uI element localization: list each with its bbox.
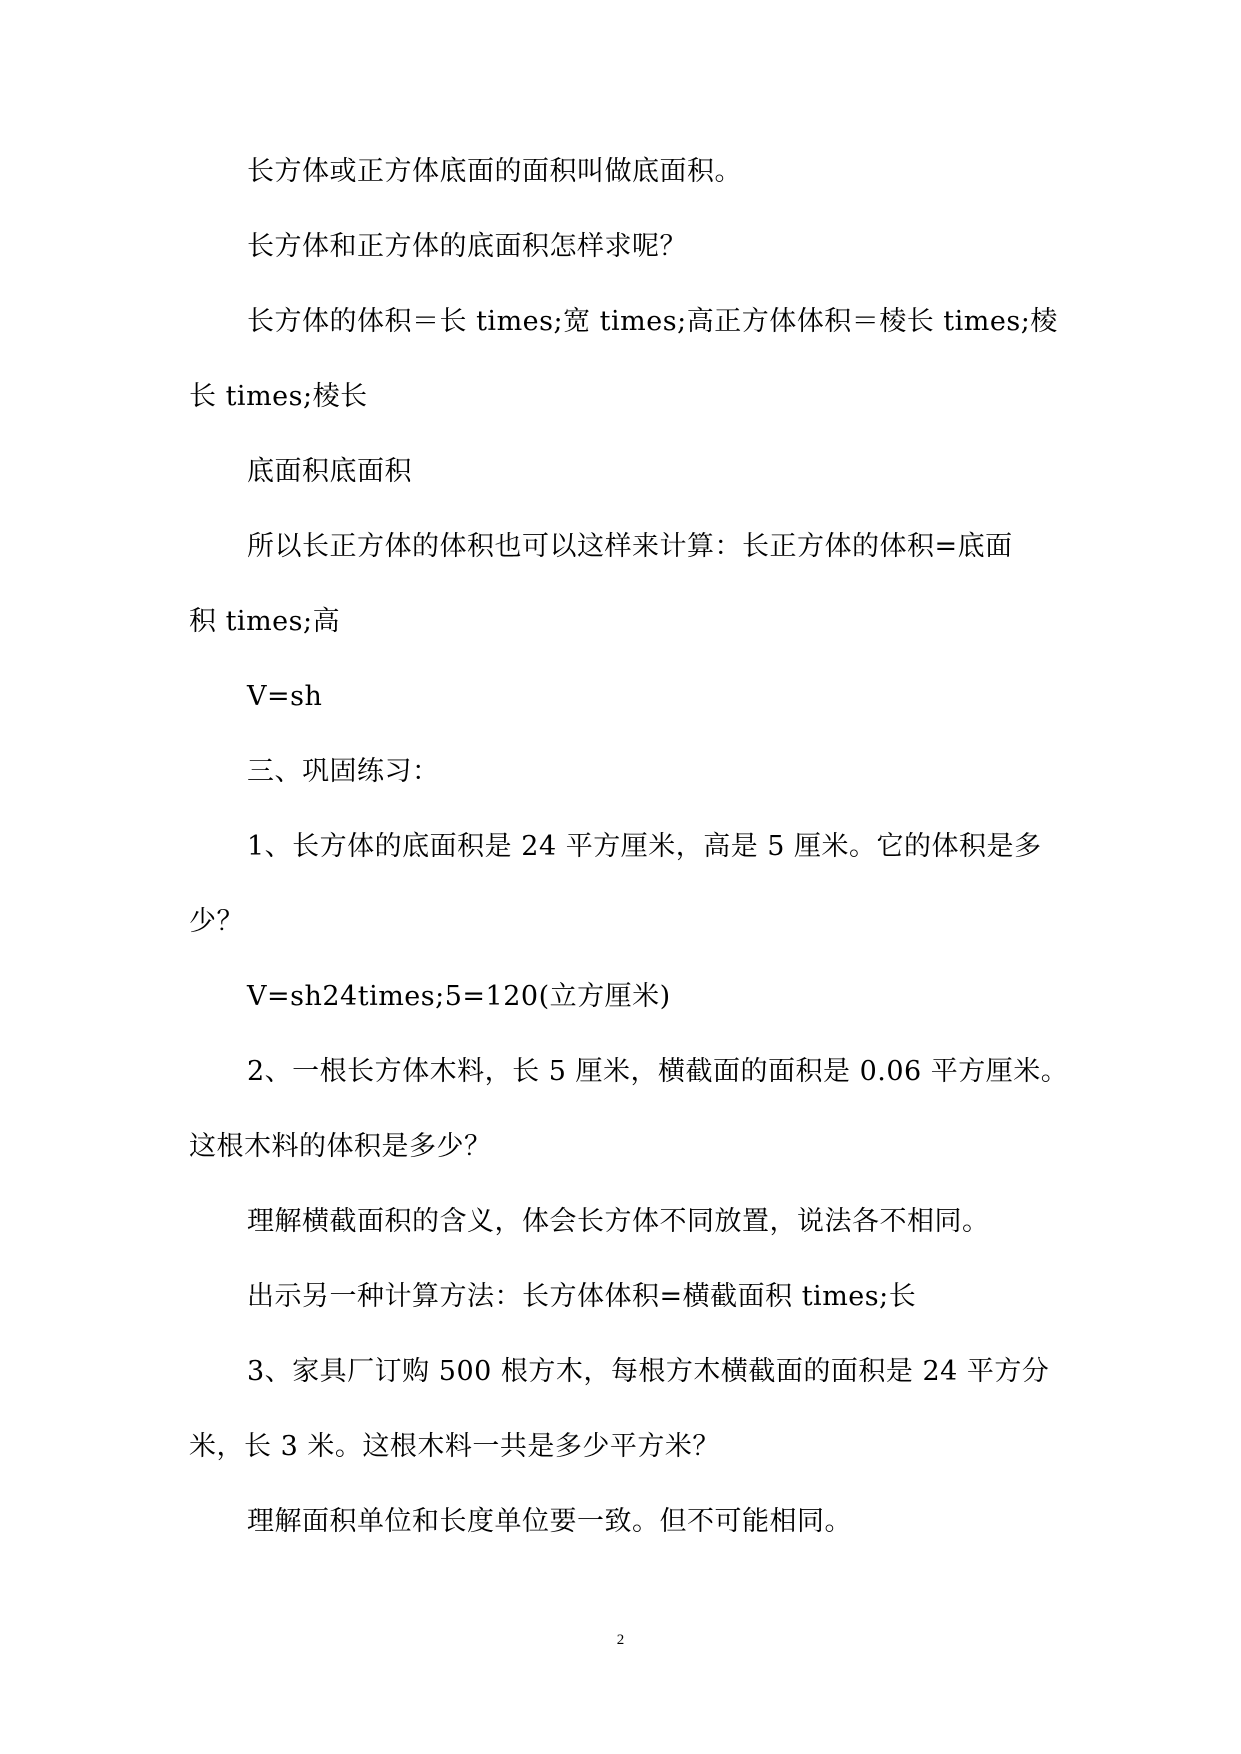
paragraph-line: 所以长正方体的体积也可以这样来计算：长正方体的体积=底面 [247, 531, 1013, 562]
paragraph-line: 理解面积单位和长度单位要一致。但不可能相同。 [247, 1506, 852, 1537]
page-number: 2 [616, 1632, 625, 1648]
paragraph-line: 米，长 3 米。这根木料一共是多少平方米？ [189, 1431, 720, 1462]
paragraph-line: 1、长方体的底面积是 24 平方厘米，高是 5 厘米。它的体积是多 [247, 831, 1042, 862]
paragraph-line: 2、一根长方体木料，长 5 厘米，横截面的面积是 0.06 平方厘米。 [247, 1056, 1069, 1087]
paragraph-line: 长 times;棱长 [189, 381, 368, 412]
paragraph-line: 积 times;高 [189, 606, 341, 637]
paragraph-line: 三、巩固练习： [247, 756, 440, 787]
paragraph-line: 少？ [189, 906, 244, 937]
paragraph-line: V=sh [247, 681, 323, 712]
paragraph-line: V=sh24times;5=120(立方厘米) [247, 981, 671, 1012]
paragraph-line: 出示另一种计算方法：长方体体积=横截面积 times;长 [247, 1281, 917, 1312]
paragraph-line: 底面积底面积 [247, 456, 412, 487]
paragraph-line: 长方体的体积＝长 times;宽 times;高正方体体积＝棱长 times;棱 [247, 306, 1058, 337]
paragraph-line: 3、家具厂订购 500 根方木，每根方木横截面的面积是 24 平方分 [247, 1356, 1050, 1387]
paragraph-line: 长方体或正方体底面的面积叫做底面积。 [247, 156, 742, 187]
paragraph-line: 理解横截面积的含义，体会长方体不同放置，说法各不相同。 [247, 1206, 990, 1237]
paragraph-line: 这根木料的体积是多少？ [189, 1131, 492, 1162]
paragraph-line: 长方体和正方体的底面积怎样求呢？ [247, 231, 687, 262]
